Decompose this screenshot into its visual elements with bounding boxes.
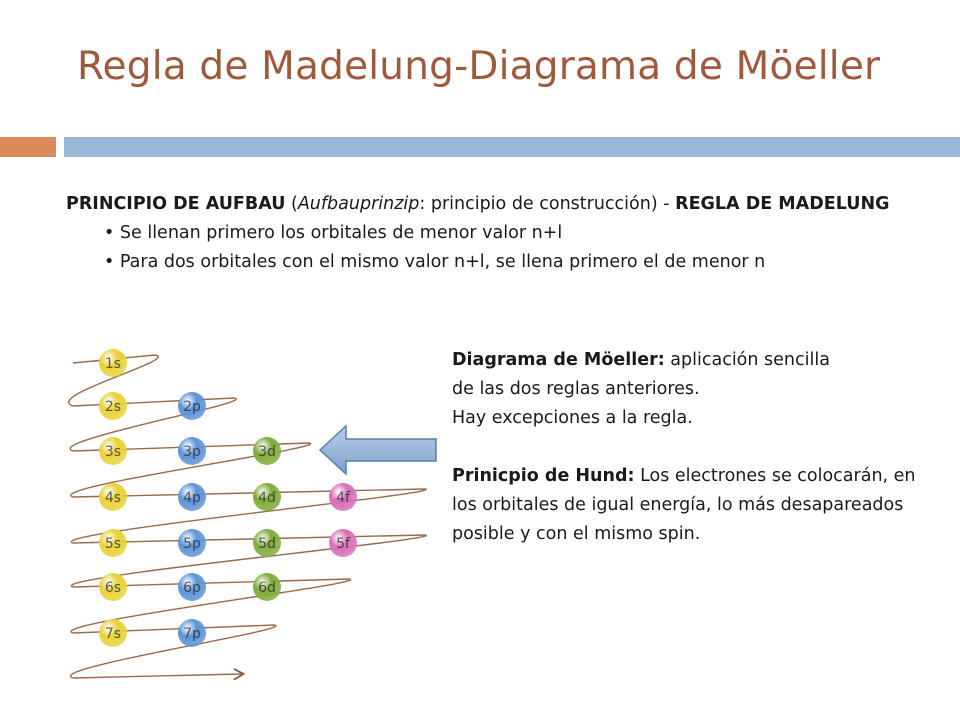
orbital-label: 3d [258,444,276,460]
orbital-2s [99,392,127,420]
hund-paragraph: Prinicpio de Hund: Los electrones se colocarán, en los orbitales de igual energía, lo más desapareados posible y con el mismo spin. [452,466,916,544]
orbital-6d [253,573,281,601]
moeller-paragraph: Diagrama de Möeller: aplicación sencilla [452,350,830,370]
accent-bar-orange [0,137,56,157]
orbital-5p [178,529,206,557]
aufbau-title: PRINCIPIO DE AUFBAU [66,194,286,214]
orbital-2p [178,392,206,420]
orbital-label: 6p [183,580,201,596]
orbital-label: 4s [104,490,122,506]
orbital-5f [329,529,357,557]
orbital-label: 5f [336,536,350,552]
orbital-3d [253,437,281,465]
orbital-3p [178,437,206,465]
orbital-7p [178,619,206,647]
orbital-label: 3p [183,444,201,460]
orbital-label: 5s [104,536,122,552]
orbital-label: 5d [258,536,276,552]
orbital-4s [99,483,127,511]
hund-label: Prinicpio de Hund: [452,466,635,486]
orbital-label: 3s [104,444,122,460]
orbital-label: 4p [183,490,201,506]
rules-list [66,219,926,277]
slide-title: Regla de Madelung-Diagrama de Möeller [77,44,881,89]
rule-item: • Se llenan primero los orbitales de menor valor n+l [104,219,926,248]
orbital-label: 7p [183,626,201,642]
pointer-arrow-icon [318,420,438,480]
aufbau-german-term: Aufbauprinzip [297,194,420,214]
orbital-7s [99,619,127,647]
explanation-block [452,346,932,549]
orbital-label: 6d [258,580,276,596]
aufbau-principle-block [66,190,926,277]
orbital-label: 5p [183,536,201,552]
moeller-diagram [40,335,430,720]
rule-item: • Para dos orbitales con el mismo valor n+l, se llena primero el de menor n [104,248,926,277]
moeller-line: Hay excepciones a la regla. [452,408,693,428]
madelung-title: REGLA DE MADELUNG [675,194,890,214]
aufbau-heading: PRINCIPIO DE AUFBAU (Aufbauprinzip: principio de construcción) - REGLA DE MADELUNG [66,194,890,214]
orbital-label: 2p [183,399,201,415]
moeller-line: de las dos reglas anteriores. [452,379,700,399]
orbital-label: 6s [104,580,122,596]
orbital-6p [178,573,206,601]
orbital-4p [178,483,206,511]
orbital-label: 2s [104,399,122,415]
orbital-4d [253,483,281,511]
filling-order-end-arrow [73,674,242,678]
orbital-5s [99,529,127,557]
orbital-4f [329,483,357,511]
orbital-3s [99,437,127,465]
orbital-1s [99,349,127,377]
orbital-5d [253,529,281,557]
moeller-label: Diagrama de Möeller: [452,350,665,370]
orbital-label: 7s [104,626,122,642]
orbital-6s [99,573,127,601]
orbital-label: 1s [104,356,122,372]
orbital-label: 4d [258,490,276,506]
accent-bar-blue [64,137,960,157]
orbital-label: 4f [336,490,350,506]
